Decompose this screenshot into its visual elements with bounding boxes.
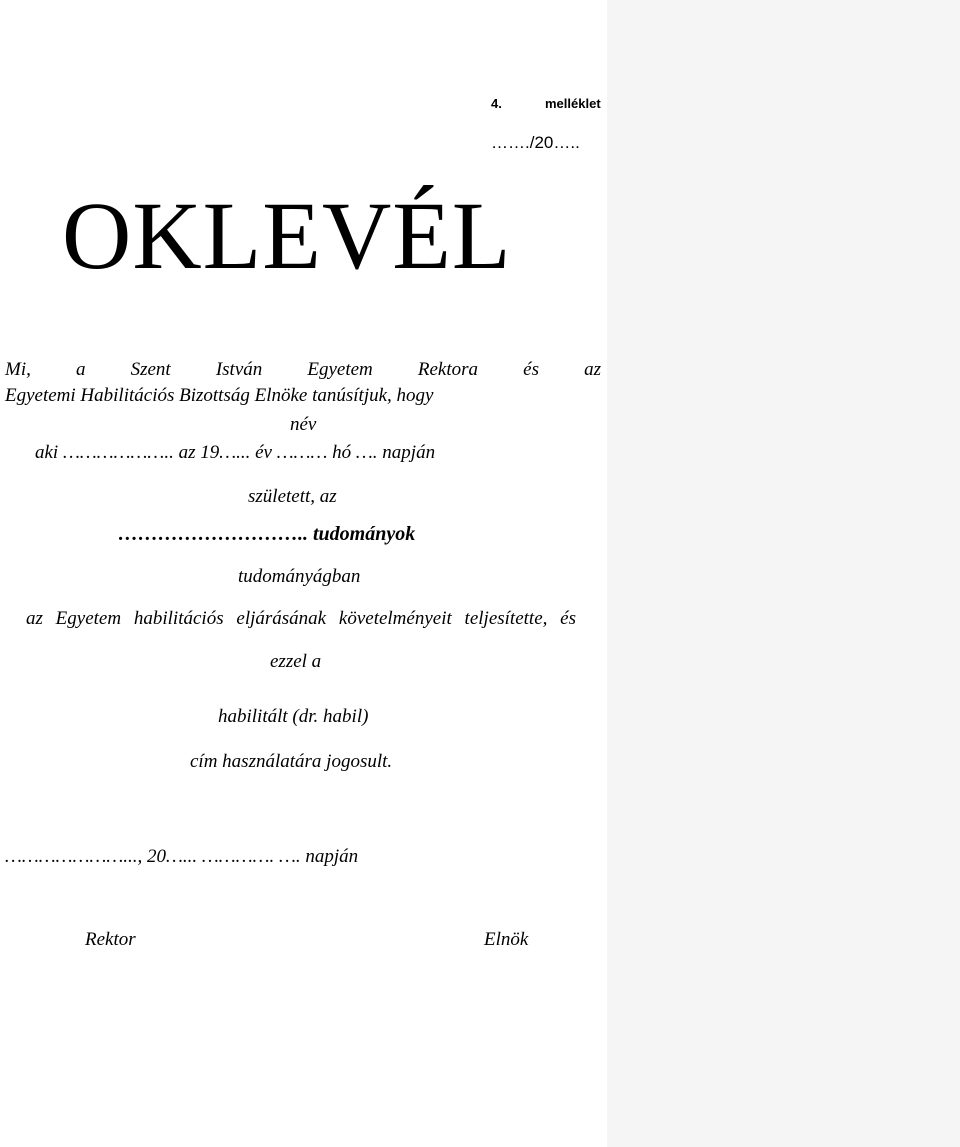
- document-number: ……./20…..: [491, 133, 580, 152]
- birth-line-continued: született, az: [248, 486, 337, 507]
- intro-line-1: Mi, a Szent István Egyetem Rektora és az: [5, 359, 601, 380]
- intro-line-2: Egyetemi Habilitációs Bizottság Elnöke tanúsítjuk, hogy: [5, 385, 434, 406]
- birth-date-line: aki ……………….. az 19…... év ……… hó …. napján: [35, 442, 436, 463]
- name-label: név: [290, 414, 317, 435]
- right-margin-panel: [607, 0, 960, 1147]
- branch-line: tudományágban: [238, 566, 361, 587]
- ezzel-line: ezzel a: [270, 651, 322, 672]
- sciences-line: ……………………….. tudományok: [118, 523, 416, 545]
- signature-rektor: Rektor: [85, 929, 136, 950]
- annex-label: melléklet: [545, 96, 601, 111]
- habil-line: habilitált (dr. habil): [218, 706, 369, 727]
- requirements-line: az Egyetem habilitációs eljárásának követelményeit teljesítette, és: [26, 608, 576, 629]
- issue-date-line: …………………..., 20…... …………. …. napján: [5, 846, 359, 867]
- annex-number: 4.: [491, 96, 502, 111]
- page-title: OKLEVÉL: [62, 182, 512, 289]
- signature-elnok: Elnök: [484, 929, 529, 950]
- title-use-line: cím használatára jogosult.: [190, 751, 393, 772]
